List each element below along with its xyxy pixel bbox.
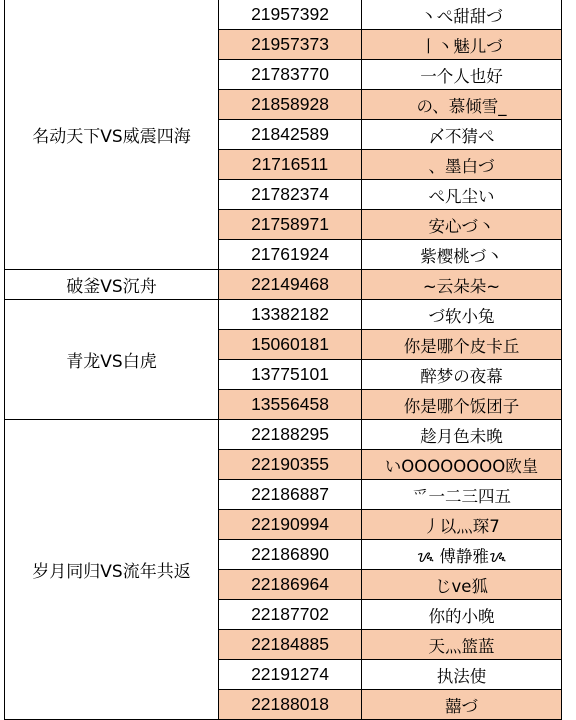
player-id-cell: 21957373: [219, 30, 362, 60]
player-nickname-cell: 〆不猜ぺ: [362, 120, 562, 150]
player-id-cell: 21783770: [219, 60, 362, 90]
player-id-cell: 22186964: [219, 570, 362, 600]
player-nickname-cell: ぺ凡尘い: [362, 180, 562, 210]
player-nickname-cell: じve狐: [362, 570, 562, 600]
player-id-cell: 22186890: [219, 540, 362, 570]
player-nickname-cell: ᝰ 傅静雅ᝰ: [362, 540, 562, 570]
roster-table: [4, 0, 562, 720]
player-nickname-cell: 醉梦の夜幕: [362, 360, 562, 390]
player-id-cell: 21761924: [219, 240, 362, 270]
player-id-cell: 15060181: [219, 330, 362, 360]
player-nickname-cell: 丶ぺ甜甜づ: [362, 0, 562, 30]
player-nickname-cell: 你是哪个皮卡丘: [362, 330, 562, 360]
table-row: [5, 300, 562, 330]
player-id-cell: 22149468: [219, 270, 362, 300]
player-nickname-cell: 囍づ: [362, 690, 562, 720]
player-nickname-cell: 丿以灬琛7: [362, 510, 562, 540]
player-id-cell: 21957392: [219, 0, 362, 30]
player-nickname-cell: 、墨白づ: [362, 150, 562, 180]
player-id-cell: 22184885: [219, 630, 362, 660]
player-nickname-cell: 你是哪个饭团子: [362, 390, 562, 420]
player-id-cell: 13556458: [219, 390, 362, 420]
player-id-cell: 21858928: [219, 90, 362, 120]
group-name-cell: 青龙VS白虎: [5, 300, 219, 420]
player-nickname-cell: の、慕倾雪_: [362, 90, 562, 120]
group-name-cell: 破釜VS沉舟: [5, 270, 219, 300]
player-id-cell: 13382182: [219, 300, 362, 330]
player-id-cell: 21716511: [219, 150, 362, 180]
player-nickname-cell: 天灬篮蓝: [362, 630, 562, 660]
player-id-cell: 22187702: [219, 600, 362, 630]
player-nickname-cell: 丨丶魅儿づ: [362, 30, 562, 60]
player-nickname-cell: ~云朵朵~: [362, 270, 562, 300]
player-nickname-cell: いOOOOOOOO欧皇: [362, 450, 562, 480]
player-nickname-cell: 紫樱桃づ丶: [362, 240, 562, 270]
player-nickname-cell: 一个人也好: [362, 60, 562, 90]
table-row: [5, 0, 562, 30]
player-id-cell: 22190994: [219, 510, 362, 540]
player-id-cell: 22190355: [219, 450, 362, 480]
group-name-cell: 名动天下VS威震四海: [5, 0, 219, 270]
player-nickname-cell: づ软小兔: [362, 300, 562, 330]
table-row: [5, 420, 562, 450]
player-nickname-cell: 爫一二三四五: [362, 480, 562, 510]
player-nickname-cell: 安心づ丶: [362, 210, 562, 240]
player-id-cell: 22188295: [219, 420, 362, 450]
player-id-cell: 22191274: [219, 660, 362, 690]
player-id-cell: 22188018: [219, 690, 362, 720]
player-nickname-cell: 你的小晚: [362, 600, 562, 630]
player-id-cell: 13775101: [219, 360, 362, 390]
player-nickname-cell: 执法使: [362, 660, 562, 690]
player-nickname-cell: 趁月色未晚: [362, 420, 562, 450]
player-id-cell: 22186887: [219, 480, 362, 510]
player-id-cell: 21782374: [219, 180, 362, 210]
table-row: [5, 270, 562, 300]
player-id-cell: 21758971: [219, 210, 362, 240]
player-id-cell: 21842589: [219, 120, 362, 150]
roster-table-body: [5, 0, 562, 720]
group-name-cell: 岁月同归VS流年共返: [5, 420, 219, 720]
